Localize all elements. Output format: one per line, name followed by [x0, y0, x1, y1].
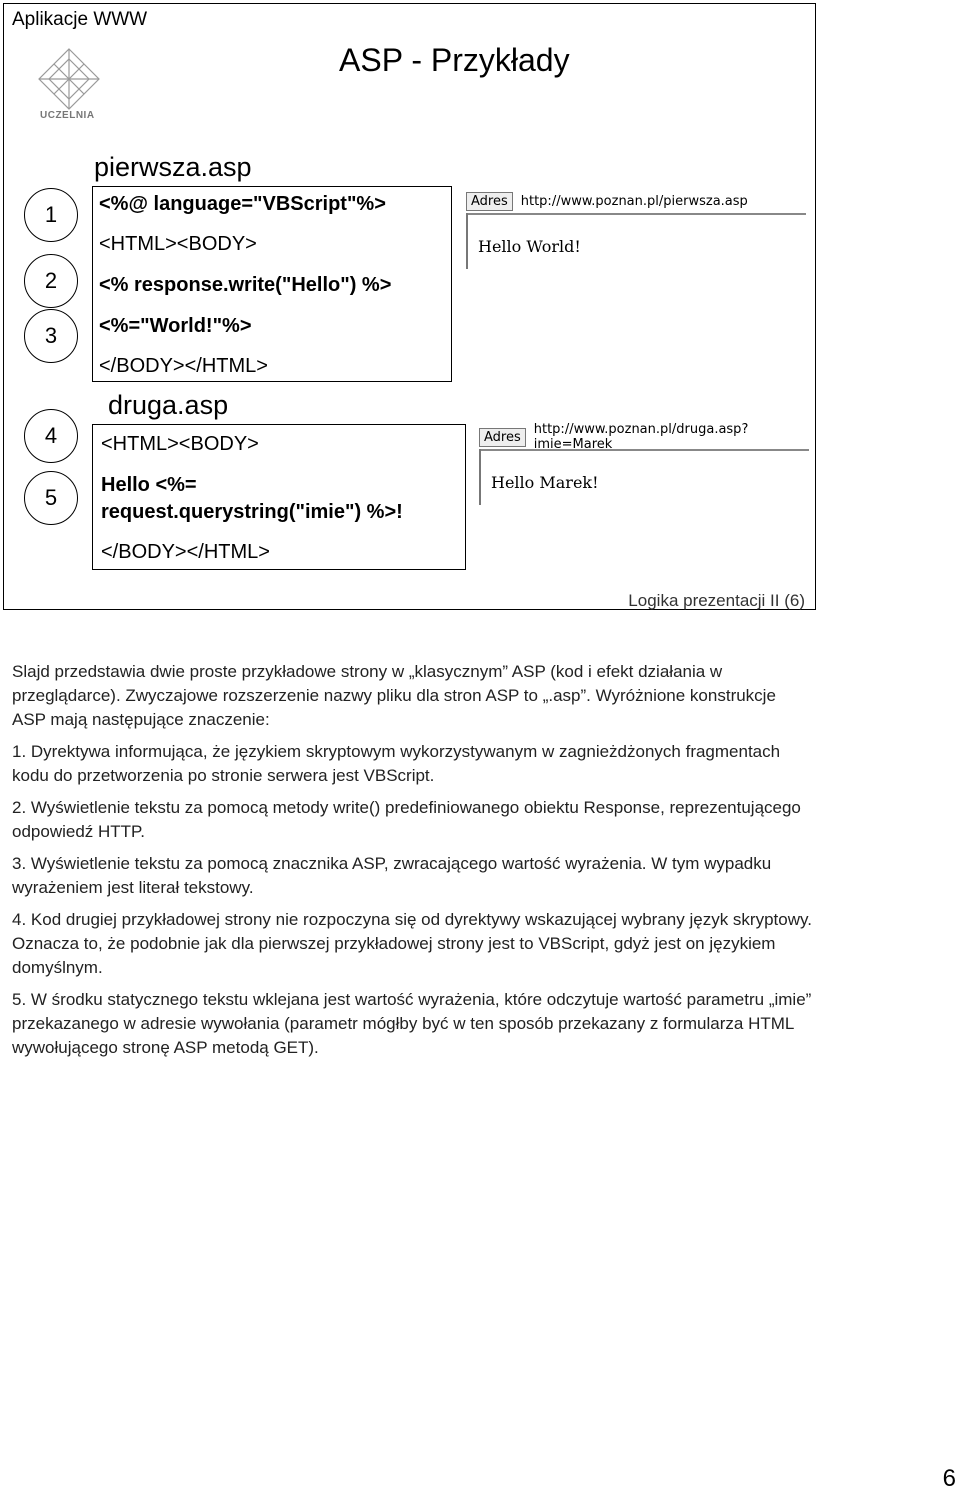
marker-5: 5 [24, 471, 78, 525]
notes-section [12, 660, 812, 1068]
code-line: <HTML><BODY> [99, 233, 257, 255]
address-label: Adres [466, 192, 513, 211]
marker-1: 1 [24, 188, 78, 242]
address-bar [479, 422, 809, 452]
notes-paragraph: 4. Kod drugiej przykładowej strony nie rozpoczyna się od dyrektywy wskazującej wybrany język skryptowy. Oznacza to, że podobnie jak dla pierwszej przykładowej strony jest to VBScript, gdyż jest on językiem domyślnym. [12, 910, 812, 977]
example1-codebox [92, 186, 452, 382]
slide-frame [3, 3, 816, 610]
code-line: <%="World!"%> [99, 315, 252, 337]
logo-text: UCZELNIA [40, 110, 95, 121]
code-line: </BODY></HTML> [99, 355, 268, 377]
code-line: request.querystring("imie") %>! [101, 501, 403, 523]
notes-paragraph: 2. Wyświetlenie tekstu za pomocą metody write() predefiniowanego obiektu Response, reprezentującego odpowiedź HTTP. [12, 798, 801, 841]
marker-3: 3 [24, 309, 78, 363]
browser-output: Hello Marek! [491, 473, 599, 492]
page-number: 6 [942, 1465, 956, 1492]
code-line: </BODY></HTML> [101, 541, 270, 563]
browser-window-2 [479, 422, 809, 505]
example2-filename: druga.asp [108, 390, 229, 420]
example2-codebox [92, 424, 466, 570]
browser-border [466, 213, 468, 269]
example1-filename: pierwsza.asp [94, 152, 252, 182]
footer-label: Logika prezentacji II (6) [628, 591, 805, 610]
address-url[interactable]: http://www.poznan.pl/druga.asp?imie=Marek [533, 422, 749, 452]
marker-2: 2 [24, 254, 78, 308]
notes-paragraph: 5. W środku statycznego tekstu wklejana jest wartość wyrażenia, które odczytuje wartość parametru „imie” przekazanego w adresie wywołania (parametr mógłby być w ten sposób przekazany z formularza HTML wywołującego stronę ASP metodą GET). [12, 990, 812, 1057]
university-logo [34, 44, 104, 139]
notes-paragraph: 1. Dyrektywa informująca, że językiem skryptowym wykorzystywanym w zagnieżdżonych fragmentach kodu do przetworzenia po stronie serwera jest VBScript. [12, 742, 781, 785]
address-bar [466, 189, 806, 215]
code-line: <% response.write("Hello") %> [99, 274, 392, 296]
browser-output: Hello World! [478, 237, 581, 256]
browser-border [479, 449, 481, 505]
notes-paragraph: 3. Wyświetlenie tekstu za pomocą znacznika ASP, zwracającego wartość wyrażenia. W tym wypadku wyrażeniem jest literał tekstowy. [12, 854, 772, 897]
slide-title: ASP - Przykłady [339, 42, 570, 78]
header-label: Aplikacje WWW [12, 9, 148, 30]
code-line: Hello <%= [101, 474, 197, 496]
notes-paragraph: Slajd przedstawia dwie proste przykładowe strony w „klasycznym” ASP (kod i efekt działania w przeglądarce). Zwyczajowe rozszerzenie nazwy pliku dla stron ASP to „.asp”. Wyróżnione konstrukcje ASP mają następujące znaczenie: [12, 662, 776, 729]
code-line: <HTML><BODY> [101, 433, 259, 455]
marker-4: 4 [24, 409, 78, 463]
browser-window-1 [466, 189, 806, 269]
address-url[interactable]: http://www.poznan.pl/pierwsza.asp [520, 193, 748, 209]
address-label: Adres [479, 428, 526, 447]
code-line: <%@ language="VBScript"%> [99, 193, 386, 215]
